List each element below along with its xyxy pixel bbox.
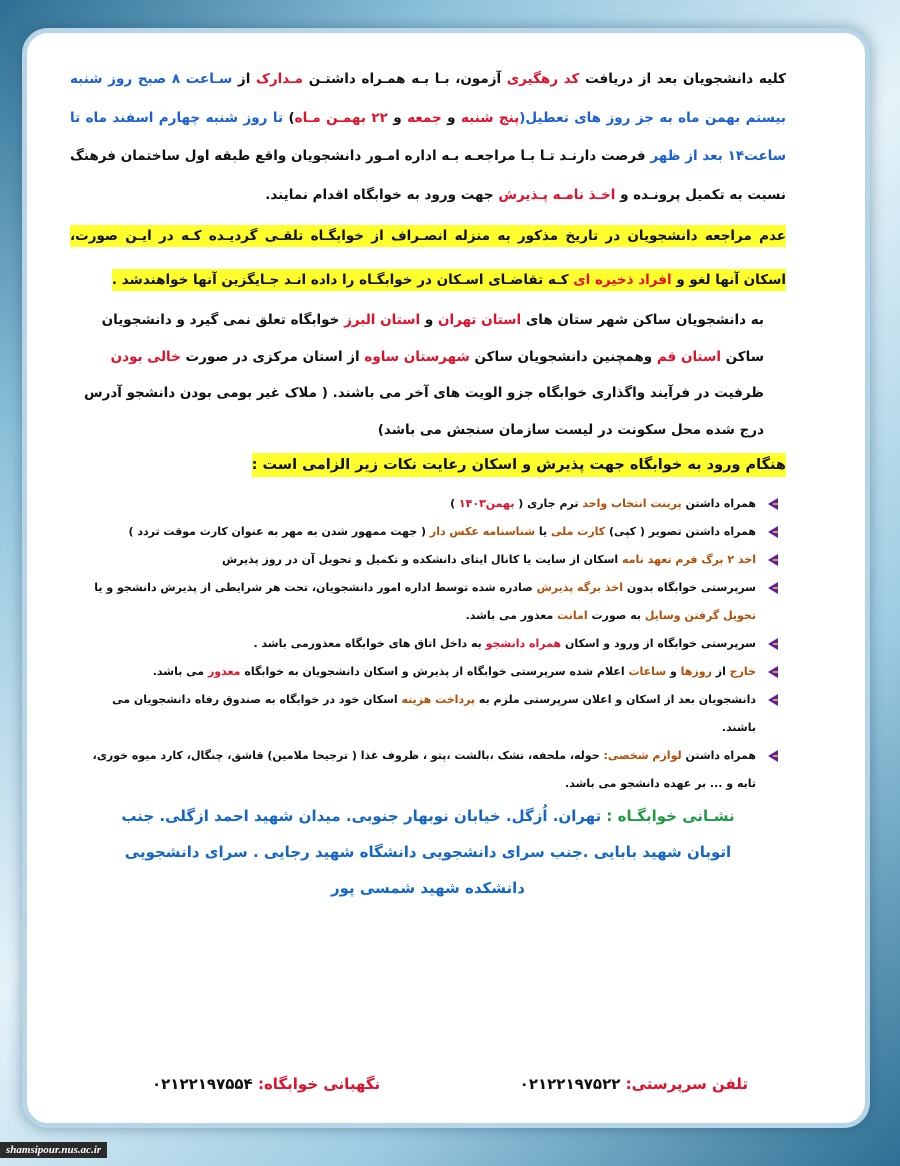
start-date: روز شنبه بیستم بهمن ماه به جز روز های تعطیل(	[70, 71, 786, 126]
arrow-bullet-icon	[768, 498, 778, 510]
list-item: سرپرستی خوابگاه از ورود و اسکان همراه دانشجو به داخل اتاق های خوابگاه معذورمی باشد .	[90, 630, 778, 658]
cancellation-highlight: عدم مراجعه دانشجویان در تاریخ مذکور به منزله انصـراف از خوابگـاه تلقـی گردیـده کـه در ایـن صورت، اسکان آنها لغو و افراد ذخیره ای کـه تقاضـای اسـکان در خوابگـاه را داده انـد جـایگزین آنها خواهندشد .	[70, 225, 786, 291]
list-item: همراه داشتن پرینت انتخاب واحد ترم جاری ( بهمن۱۴۰۳ )	[90, 490, 778, 518]
list-item: خارج از روزها و ساعات اعلام شده سرپرستی خوابگاه از پذیرش و اسکان دانشجویان به خوابگاه معذور می باشد.	[90, 658, 778, 686]
address-text: تهران. اُزگل. خیابان نوبهار جنوبی. میدان شهید احمد ازگلی. جنب اتوبان شهید بابایی .جنب سرای دانشجویی دانشگاه شهید رجایی . سرای دانشجویی دانشکده شهید شمسی پور	[121, 807, 732, 897]
registration-paragraph: کلیه دانشجویان بعد از دریافت کد رهگیری آزمون، بـا بـه همـراه داشتـن مـدارک از سـاعت ۸ صبح روز شنبه بیستم بهمن ماه به جز روز های تعطیل(پنج شنبه و جمعه و ۲۲ بهمـن مـاه) تا روز شنبه چهارم اسفند ماه تا ساعت۱۴ بعد از ظهر فرصت دارنـد تـا بـا مراجعـه بـه اداره امـور دانشجویان واقع طبقه اول ساختمان فرهنگ نسبت به تکمیل پرونـده و اخـذ نامـه پـذیرش جهت ورود به خوابگاه اقدام نمایند.	[70, 71, 787, 203]
end-date: تا روز شنبه چهارم اسفند ماه تا ساعت۱۴ بعد از ظهر	[70, 109, 787, 164]
alborz-province: استان البرز	[344, 312, 421, 328]
list-item: اخذ ۲ برگ فرم تعهد نامه اسکان از سایت یا کانال ایتای دانشکده و تکمیل و تحویل آن در روز پذیرش	[90, 546, 778, 574]
vacancy-condition: خالی بودن	[110, 348, 181, 365]
arrow-bullet-icon	[768, 750, 778, 762]
arrow-bullet-icon	[768, 582, 778, 594]
arrow-bullet-icon	[768, 638, 778, 650]
documents: مـدارک	[256, 71, 304, 87]
list-item: دانشجویان بعد از اسکان و اعلان سرپرستی ملزم به پرداخت هزینه اسکان خود در خوابگاه به صندوق رفاه دانشجویان می باشند.	[90, 686, 778, 742]
reserve-people: افراد ذخیره ای	[573, 272, 672, 288]
rules-list	[70, 490, 786, 798]
arrow-bullet-icon	[768, 666, 778, 678]
list-item: همراه داشتن لوازم شخصی: حوله، ملحفه، تشک ،بالشت ،پتو ، ظروف غذا ( ترجیحا ملامین) قاشق، چنگال، کارد میوه خوری، تابه و ... بر عهده دانشجو می باشد.	[90, 742, 778, 798]
tracking-code: کد رهگیری	[506, 71, 580, 87]
list-item: همراه داشتن تصویر ( کپی) کارت ملی یا شناسنامه عکس دار ( جهت ممهور شدن به مهر به عنوان کارت موقت تردد )	[90, 518, 778, 546]
address-label: نشـانی خوابگـاه :	[606, 807, 735, 825]
cancellation-paragraph	[70, 214, 786, 302]
list-item: سرپرستی خوابگاه بدون اخذ برگه پذیرش صادره شده توسط اداره امور دانشجویان، تحت هر شرایطی از پذیرش دانشجو و یا تحویل گرفتن وسایل به صورت امانت معذور می باشد.	[90, 574, 778, 630]
saveh-city: شهرستان ساوه	[364, 348, 470, 365]
qom-province: استان قم	[656, 348, 721, 365]
holiday-friday: جمعه	[407, 109, 442, 126]
arrow-bullet-icon	[768, 694, 778, 706]
arrow-bullet-icon	[768, 554, 778, 566]
dormitory-address	[70, 798, 786, 906]
start-time: سـاعت ۸ صبح	[137, 71, 233, 87]
website-url: shamsipour.nus.ac.ir	[0, 1142, 107, 1158]
guard-phone: نگهبانی خوابگاه: ۰۲۱۲۲۱۹۷۵۵۴	[152, 1075, 381, 1093]
tehran-province: استان تهران	[437, 312, 522, 328]
notice-content	[70, 60, 786, 906]
arrow-bullet-icon	[768, 526, 778, 538]
eligibility-paragraph: به دانشجویان ساکن شهر ستان های استان تهران و استان البرز خوابگاه تعلق نمی گیرد و دانشجویان ساکن استان قم وهمچنین دانشجویان ساکن شهرستان ساوه از استان مرکزی در صورت خالی بودن ظرفیت در فرآیند واگذاری خوابگاه جزو الویت های آخر می باشند. ( ملاک غیر بومی بودن دانشجو آدرس درج شده محل سکونت در لیست سازمان سنجش می باشد)	[83, 312, 764, 438]
supervisor-phone: تلفن سرپرستی: ۰۲۱۲۲۱۹۷۵۲۲	[519, 1075, 748, 1093]
admission-letter: اخـذ نامـه پـذیرش	[498, 186, 616, 203]
rules-heading: هنگام ورود به خوابگاه جهت پذیرش و اسکان رعایت نکات زیر الزامی است :	[70, 448, 786, 482]
contact-phones	[152, 1075, 748, 1093]
holiday-thursday: پنج شنبه	[461, 109, 520, 126]
holiday-22-bahman: ۲۲ بهمـن مـاه	[294, 109, 388, 126]
